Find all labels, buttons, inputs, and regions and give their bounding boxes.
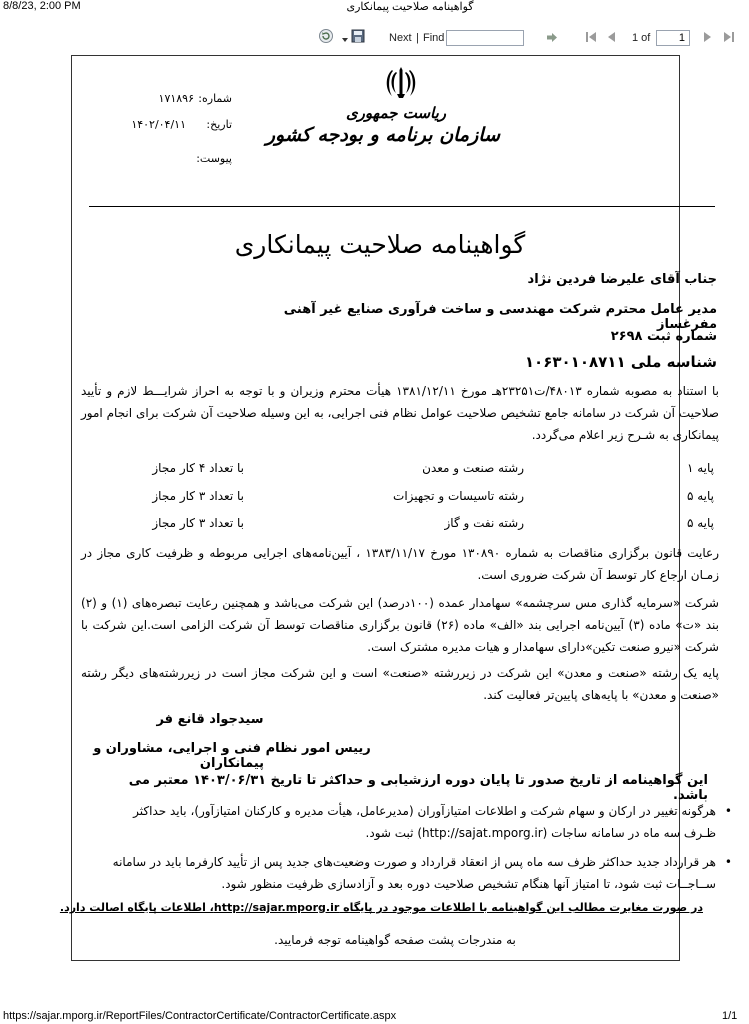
search-arrow-icon[interactable]	[547, 33, 557, 45]
intro-paragraph: با استناد به مصوبه شماره ۴۸۰۱۳/ت۲۳۲۵۱هـ مورخ ۱۳۸۱/۱۲/۱۱ هیأت محترم وزیران و با توجه به احراز شرایـــط لازم و تأیید صلاحیت آن شرکت در سامانه جامع تشخیص صلاحیت عوامل نظام فنی اجرایی، به این وسیله صلاحیت آن شرکت برای انجام امور پیمانکاری به شـرح زیر اعلام می‌گردد.	[81, 384, 720, 442]
bullet-icon: •	[724, 804, 732, 818]
note-item	[98, 800, 732, 844]
letter-number-value: ۱۷۱۸۹۶	[158, 92, 194, 105]
grade-level: پایه ۵	[686, 516, 714, 530]
dropdown-arrow-icon[interactable]	[342, 33, 348, 45]
note-item	[98, 851, 732, 895]
grade-capacity: با تعداد ۳ کار مجاز	[152, 489, 244, 503]
bullet-icon: •	[724, 855, 732, 869]
page-number-value: 1	[678, 32, 685, 44]
grade-row	[120, 461, 714, 481]
grade-level: پایه ۵	[686, 489, 714, 503]
tender-law-paragraph: رعایت قانون برگزاری مناقصات به شماره ۱۳۰۸۹۰ مورخ ۱۳۸۳/۱۱/۱۷ ، آیین‌نامه‌های اجرایی مربوطه و ظرفیت کاری مجاز در زمـان ارجاع کار توسط آن شرکت ضروری است.	[81, 546, 719, 582]
find-input[interactable]	[446, 30, 524, 46]
company-national-id: شناسه ملی ۱۰۶۳۰۱۰۸۷۱۱	[524, 353, 717, 371]
recipient-name: جناب آقای علیرضا فردین نژاد	[527, 272, 717, 287]
page-number-input[interactable]	[656, 30, 690, 46]
find-link[interactable]: Find	[423, 32, 445, 44]
letter-attachment-label: پیوست:	[196, 152, 232, 165]
grade-capacity: با تعداد ۴ کار مجاز	[152, 461, 244, 475]
discrepancy-note[interactable]: در صورت مغایرت مطالب این گواهینامه با اطلاعات موجود در پایگاه http://sajar.mporg.ir، اطلاعات پایگاه اصالت دارد.	[59, 901, 703, 914]
org-line-presidency: ریاست جمهوری	[345, 104, 447, 122]
previous-page-icon[interactable]	[608, 32, 615, 45]
last-page-icon[interactable]	[724, 32, 734, 45]
recipient-position: مدیر عامل محترم شرکت مهندسی و ساخت فرآوری صنایع غیر آهنی مفرغساز	[283, 302, 717, 332]
letter-number-label: شماره:	[198, 92, 232, 105]
back-page-note: به مندرجات پشت صفحه گواهینامه توجه فرمایید.	[274, 933, 516, 947]
letter-date-value: ۱۴۰۲/۰۴/۱۱	[131, 118, 186, 131]
subfield-paragraph: پایه یک رشته «صنعت و معدن» این شرکت در زیررشته «صنعت» است و این شرکت مجاز است در زیررشته‌های دیگر رشته «صنعت و معدن» با پایه‌های پایین‌تر فعالیت کند.	[81, 666, 719, 702]
save-export-icon[interactable]	[350, 28, 366, 47]
signatory-name: سیدجواد قانع فر	[156, 712, 264, 727]
grade-field: رشته نفت و گاز	[444, 516, 524, 530]
next-page-icon[interactable]	[704, 32, 711, 45]
org-line-plan-budget: سازمان برنامه و بودجه کشور	[265, 124, 500, 146]
print-page-count: 1/1	[722, 1010, 738, 1022]
grade-field: رشته صنعت و معدن	[422, 461, 524, 475]
validity-statement: این گواهینامه از تاریخ صدور تا پایان دوره ارزشیابی و حداکثر تا تاریخ ۱۴۰۳/۰۶/۳۱ معتبر می باشد.	[128, 773, 708, 803]
note-text: هرگونه تغییر در ارکان و سهام شرکت و اطلاعات امتیازآوران (مدیرعامل، هیأت مدیره و کارکنان امتیازآور)، باید حداکثر ظـرف سه ماه در سامانه ساجات (http://sajat.mporg.ir) ثبت شود.	[133, 804, 716, 840]
signatory-title: رییس امور نظام فنی و اجرایی، مشاوران و پیمانکاران	[93, 741, 371, 771]
iran-emblem-icon	[383, 64, 419, 104]
grade-row	[120, 489, 714, 509]
letter-date-label: تاریخ:	[206, 118, 232, 131]
grade-field: رشته تاسیسات و تجهیزات	[393, 489, 524, 503]
certificate-title: گواهینامه صلاحیت پیمانکاری	[234, 230, 526, 259]
first-page-icon[interactable]	[586, 32, 596, 45]
company-registration: شماره ثبت ۲۶۹۸	[610, 329, 717, 344]
find-next-link[interactable]: Next	[389, 32, 412, 44]
shareholder-paragraph: شرکت «سرمایه گذاری مس سرچشمه» سهامدار عمده (۱۰۰درصد) این شرکت می‌باشد و همچنین رعایت تبصره‌های (۱) و (۲) بند «ت» ماده (۳) آیین‌نامه اجرایی بند «الف» ماده (۲۶) قانون برگزاری مناقصات توسط آن شرکت الزامی است.این شرکت با شرکت «نیرو صنعت تکین»دارای سهامدار و هیات مدیره مشترک است.	[81, 596, 720, 654]
grade-capacity: با تعداد ۳ کار مجاز	[152, 516, 244, 530]
grade-level: پایه ۱	[686, 461, 714, 475]
print-datetime: 8/8/23, 2:00 PM	[3, 0, 81, 12]
refresh-icon[interactable]	[318, 28, 334, 47]
print-page-title: گواهینامه صلاحیت پیمانکاری	[346, 1, 474, 13]
note-text: هر قرارداد جدید حداکثر ظرف سه ماه پس از انعقاد قرارداد و صورت وضعیت‌های جدید پس از تأیید کارفرما باید در سامانه ســاجــات ثبت شود، تا امتیاز آنها هنگام تشخیص صلاحیت دوره بعد و آزادسازی ظرفیت منظور شود.	[112, 855, 716, 891]
page-of-label: 1 of	[632, 32, 651, 44]
grade-row	[120, 516, 714, 536]
toolbar-separator: |	[416, 32, 419, 44]
report-toolbar	[300, 27, 740, 49]
print-url: https://sajar.mporg.ir/ReportFiles/ContractorCertificate/ContractorCertificate.aspx	[3, 1010, 397, 1022]
header-divider	[89, 206, 715, 207]
